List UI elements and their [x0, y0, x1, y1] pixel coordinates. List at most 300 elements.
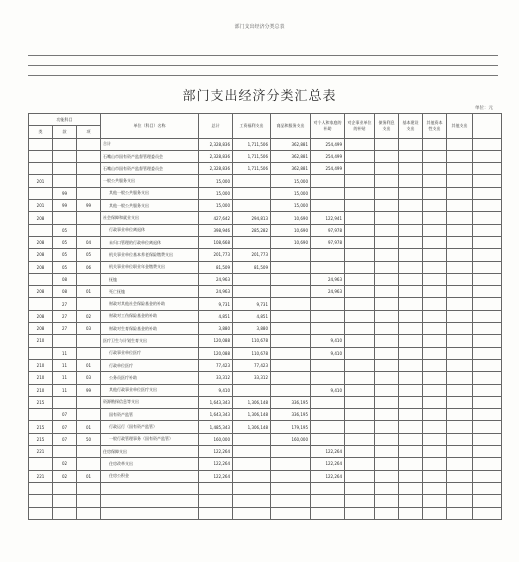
cell-individual: 24,963: [311, 273, 345, 285]
cell-lei: 210: [29, 335, 53, 347]
table-row: [29, 273, 502, 285]
cell-empty: [447, 323, 473, 335]
cell-empty: [375, 384, 399, 396]
cell-empty: [399, 298, 423, 310]
cell-individual: [311, 310, 345, 322]
cell-lei: [29, 150, 53, 162]
cell-empty: [447, 446, 473, 458]
cell-empty: [101, 495, 199, 507]
cell-individual: [311, 298, 345, 310]
cell-individual: [311, 323, 345, 335]
cell-empty: [423, 458, 447, 470]
cell-name: 资源勘探信息等支出: [101, 396, 199, 408]
cell-wages: 77,423: [233, 359, 271, 371]
cell-empty: [345, 458, 375, 470]
cell-empty: [345, 236, 375, 248]
table-row: [29, 458, 502, 470]
cell-empty: [375, 273, 399, 285]
cell-lei: 221: [29, 470, 53, 482]
cell-empty: [473, 372, 502, 384]
cell-empty: [345, 273, 375, 285]
cell-empty: [375, 298, 399, 310]
cell-empty: [53, 495, 77, 507]
cell-empty: [473, 470, 502, 482]
cell-empty: [375, 212, 399, 224]
cell-name: 其他一般公共服务支出: [101, 187, 199, 199]
cell-kuan: 11: [53, 359, 77, 371]
cell-individual: [311, 359, 345, 371]
cell-xiang: [77, 163, 101, 175]
cell-name: 一般公共服务支出: [101, 175, 199, 187]
expenditure-table: [28, 113, 502, 520]
cell-empty: [473, 163, 502, 175]
empty-row: [29, 482, 502, 494]
wages-column-header: 工资福利支出: [233, 114, 271, 139]
table-row: [29, 249, 502, 261]
cell-name: 医疗卫生与计划生育支出: [101, 335, 199, 347]
document-header: 部门支出经济分类总表: [234, 24, 285, 30]
cell-empty: [375, 175, 399, 187]
cell-empty: [345, 150, 375, 162]
cell-xiang: 99: [77, 200, 101, 212]
cell-kuan: 11: [53, 384, 77, 396]
cell-kuan: [53, 335, 77, 347]
empty-row: [29, 495, 502, 507]
cell-empty: [375, 286, 399, 298]
cell-name: 住房改革支出: [101, 458, 199, 470]
cell-goods: [271, 298, 311, 310]
cell-kuan: [53, 212, 77, 224]
cell-wages: 9,731: [233, 298, 271, 310]
cell-empty: [77, 495, 101, 507]
cell-empty: [375, 200, 399, 212]
cell-goods: 179,195: [271, 421, 311, 433]
cell-empty: [473, 421, 502, 433]
cell-name: 行政事业单位离退休: [101, 224, 199, 236]
cell-empty: [375, 224, 399, 236]
cell-empty: [345, 359, 375, 371]
cell-empty: [345, 163, 375, 175]
cell-goods: 160,000: [271, 433, 311, 445]
table-row: [29, 470, 502, 482]
cell-individual: [311, 372, 345, 384]
cell-goods: [271, 310, 311, 322]
cell-empty: [423, 187, 447, 199]
name-column-header: 单位（科目）名称: [101, 114, 199, 139]
cell-empty: [473, 175, 502, 187]
cell-xiang: [77, 212, 101, 224]
table-row: [29, 212, 502, 224]
cell-lei: [29, 409, 53, 421]
cell-empty: [101, 482, 199, 494]
cell-goods: [271, 335, 311, 347]
cell-xiang: [77, 298, 101, 310]
cell-empty: [423, 298, 447, 310]
cell-xiang: [77, 175, 101, 187]
cell-total: 2,328,836: [199, 150, 233, 162]
cell-empty: [473, 298, 502, 310]
cell-empty: [423, 470, 447, 482]
cell-individual: 97,978: [311, 224, 345, 236]
cell-empty: [345, 138, 375, 150]
cell-empty: [311, 482, 345, 494]
cell-empty: [423, 163, 447, 175]
cell-name: 未归口管理的行政单位离退休: [101, 236, 199, 248]
cell-total: 15,000: [199, 187, 233, 199]
cell-xiang: [77, 396, 101, 408]
cell-empty: [101, 507, 199, 519]
cell-empty: [447, 249, 473, 261]
cell-total: 1,643,343: [199, 396, 233, 408]
cell-empty: [345, 261, 375, 273]
cell-empty: [473, 507, 502, 519]
cell-wages: [233, 286, 271, 298]
cell-empty: [473, 224, 502, 236]
cell-empty: [345, 421, 375, 433]
cell-xiang: [77, 224, 101, 236]
cell-individual: 122,264: [311, 446, 345, 458]
cell-empty: [473, 359, 502, 371]
enterprise-column-header: 对企事业单位的补贴: [345, 114, 375, 139]
cell-individual: 24,963: [311, 286, 345, 298]
cell-empty: [399, 249, 423, 261]
cell-empty: [375, 187, 399, 199]
cell-total: 120,088: [199, 335, 233, 347]
cell-goods: 362,881: [271, 163, 311, 175]
cell-individual: [311, 187, 345, 199]
cell-empty: [447, 273, 473, 285]
cell-empty: [53, 507, 77, 519]
cell-name: 国有资产监管: [101, 409, 199, 421]
cell-lei: 208: [29, 286, 53, 298]
cell-empty: [399, 335, 423, 347]
cell-individual: 254,499: [311, 163, 345, 175]
cell-wages: [233, 433, 271, 445]
cell-empty: [447, 163, 473, 175]
cell-individual: 97,978: [311, 236, 345, 248]
cell-kuan: 07: [53, 409, 77, 421]
cell-empty: [375, 236, 399, 248]
goods-column-header: 商品和服务支出: [271, 114, 311, 139]
cell-empty: [399, 286, 423, 298]
cell-empty: [199, 507, 233, 519]
cell-empty: [423, 273, 447, 285]
cell-empty: [447, 236, 473, 248]
cell-name: 财政对生育保险基金的补助: [101, 323, 199, 335]
cell-xiang: 05: [77, 249, 101, 261]
cell-individual: 122,264: [311, 458, 345, 470]
cell-empty: [473, 187, 502, 199]
cell-name: 公务员医疗补助: [101, 372, 199, 384]
cell-empty: [29, 482, 53, 494]
cell-empty: [399, 212, 423, 224]
cell-empty: [399, 175, 423, 187]
cell-name: 社会保障和就业支出: [101, 212, 199, 224]
cell-xiang: [77, 458, 101, 470]
cell-wages: 294,813: [233, 212, 271, 224]
cell-empty: [423, 138, 447, 150]
cell-lei: 201: [29, 175, 53, 187]
cell-empty: [423, 310, 447, 322]
cell-empty: [399, 236, 423, 248]
cell-individual: [311, 409, 345, 421]
cell-empty: [423, 507, 447, 519]
cell-empty: [473, 212, 502, 224]
cell-kuan: 08: [53, 286, 77, 298]
construction-column-header: 基本建设支出: [399, 114, 423, 139]
cell-xiang: 06: [77, 261, 101, 273]
cell-individual: 254,499: [311, 138, 345, 150]
table-row: [29, 347, 502, 359]
cell-empty: [423, 495, 447, 507]
blank-column-header: [473, 114, 502, 139]
cell-lei: 215: [29, 421, 53, 433]
table-row: [29, 335, 502, 347]
cell-name: 行政事业单位医疗: [101, 347, 199, 359]
cell-empty: [399, 163, 423, 175]
cell-empty: [423, 347, 447, 359]
cell-name: 其他行政事业单位医疗支出: [101, 384, 199, 396]
cell-total: 201,773: [199, 249, 233, 261]
cell-lei: 201: [29, 200, 53, 212]
cell-empty: [447, 458, 473, 470]
cell-wages: 110,678: [233, 335, 271, 347]
cell-kuan: [53, 163, 77, 175]
cell-goods: [271, 273, 311, 285]
cell-goods: [271, 323, 311, 335]
cell-empty: [447, 224, 473, 236]
cell-kuan: [53, 138, 77, 150]
cell-empty: [473, 236, 502, 248]
cell-lei: 210: [29, 359, 53, 371]
cell-empty: [345, 335, 375, 347]
cell-empty: [399, 409, 423, 421]
cell-empty: [399, 495, 423, 507]
cell-empty: [473, 273, 502, 285]
cell-empty: [447, 335, 473, 347]
cell-kuan: [53, 396, 77, 408]
cell-individual: [311, 175, 345, 187]
cell-goods: 10,690: [271, 236, 311, 248]
cell-goods: [271, 347, 311, 359]
cell-goods: 10,690: [271, 224, 311, 236]
cell-name: 一般行政管理事务（国有资产监管）: [101, 433, 199, 445]
cell-xiang: 03: [77, 323, 101, 335]
cell-empty: [233, 507, 271, 519]
cell-empty: [447, 372, 473, 384]
cell-empty: [399, 372, 423, 384]
table-row: [29, 286, 502, 298]
cell-total: 1,643,343: [199, 409, 233, 421]
cell-wages: [233, 273, 271, 285]
table-row: [29, 433, 502, 445]
cell-empty: [271, 507, 311, 519]
cell-empty: [399, 138, 423, 150]
cell-empty: [77, 482, 101, 494]
cell-individual: [311, 261, 345, 273]
table-row: [29, 396, 502, 408]
cell-empty: [447, 298, 473, 310]
cell-empty: [423, 323, 447, 335]
table-row: [29, 150, 502, 162]
cell-empty: [375, 409, 399, 421]
cell-wages: 1,306,148: [233, 396, 271, 408]
cell-empty: [399, 421, 423, 433]
cell-wages: 1,711,506: [233, 138, 271, 150]
cell-wages: [233, 384, 271, 396]
xiang-header: 项: [77, 126, 101, 138]
cell-empty: [375, 458, 399, 470]
cell-wages: [233, 236, 271, 248]
cell-empty: [473, 200, 502, 212]
cell-empty: [473, 150, 502, 162]
cell-wages: 110,678: [233, 347, 271, 359]
cell-kuan: 05: [53, 261, 77, 273]
cell-empty: [423, 175, 447, 187]
cell-name: 石嘴山市国有资产监督管理委员会: [101, 163, 199, 175]
table-row: [29, 200, 502, 212]
cell-wages: 4,851: [233, 310, 271, 322]
cell-empty: [423, 200, 447, 212]
table-row: [29, 261, 502, 273]
function-code-header: 功能科目: [29, 114, 101, 126]
cell-name: 死亡抚恤: [101, 286, 199, 298]
cell-empty: [423, 359, 447, 371]
cell-empty: [271, 495, 311, 507]
cell-lei: 210: [29, 372, 53, 384]
table-row: [29, 298, 502, 310]
table-row: [29, 372, 502, 384]
cell-total: 81,509: [199, 261, 233, 273]
unit-label: 单位：元: [475, 106, 493, 111]
cell-empty: [233, 482, 271, 494]
cell-wages: [233, 458, 271, 470]
cell-name: 抚恤: [101, 273, 199, 285]
cell-empty: [311, 495, 345, 507]
cell-total: 108,668: [199, 236, 233, 248]
cell-total: 120,088: [199, 347, 233, 359]
cell-empty: [345, 187, 375, 199]
cell-name: 合计: [101, 138, 199, 150]
cell-empty: [345, 372, 375, 384]
table-row: [29, 310, 502, 322]
cell-xiang: [77, 335, 101, 347]
cell-empty: [345, 224, 375, 236]
cell-empty: [375, 421, 399, 433]
cell-empty: [345, 470, 375, 482]
cell-empty: [345, 249, 375, 261]
cell-name: 其他一般公共服务支出: [101, 200, 199, 212]
table-row: [29, 323, 502, 335]
cell-wages: 1,306,148: [233, 421, 271, 433]
cell-xiang: 01: [77, 470, 101, 482]
cell-kuan: 27: [53, 298, 77, 310]
cell-total: 160,000: [199, 433, 233, 445]
cell-name: 住房公积金: [101, 470, 199, 482]
cell-empty: [399, 507, 423, 519]
table-row: [29, 446, 502, 458]
cell-kuan: 11: [53, 372, 77, 384]
cell-goods: [271, 249, 311, 261]
cell-empty: [375, 150, 399, 162]
cell-empty: [423, 396, 447, 408]
cell-empty: [447, 396, 473, 408]
cell-wages: 3,880: [233, 323, 271, 335]
cell-kuan: [53, 446, 77, 458]
cell-xiang: 99: [77, 384, 101, 396]
cell-empty: [345, 409, 375, 421]
cell-empty: [423, 286, 447, 298]
cell-empty: [375, 163, 399, 175]
table-row: [29, 138, 502, 150]
cell-empty: [447, 421, 473, 433]
cell-empty: [447, 482, 473, 494]
cell-empty: [447, 384, 473, 396]
cell-kuan: 07: [53, 433, 77, 445]
cell-xiang: 03: [77, 372, 101, 384]
cell-xiang: [77, 150, 101, 162]
cell-xiang: 01: [77, 286, 101, 298]
cell-goods: [271, 384, 311, 396]
cell-empty: [423, 335, 447, 347]
cell-empty: [473, 261, 502, 273]
cell-goods: 362,881: [271, 150, 311, 162]
cell-goods: [271, 286, 311, 298]
cell-total: 33,312: [199, 372, 233, 384]
cell-empty: [447, 286, 473, 298]
cell-empty: [345, 507, 375, 519]
cell-empty: [447, 175, 473, 187]
cell-xiang: 04: [77, 236, 101, 248]
cell-empty: [53, 482, 77, 494]
cell-empty: [345, 482, 375, 494]
cell-total: 2,328,836: [199, 163, 233, 175]
cell-wages: [233, 200, 271, 212]
cell-kuan: 27: [53, 323, 77, 335]
cell-empty: [345, 446, 375, 458]
cell-total: 24,963: [199, 286, 233, 298]
cell-empty: [447, 409, 473, 421]
cell-xiang: 02: [77, 310, 101, 322]
cell-empty: [399, 347, 423, 359]
cell-goods: [271, 458, 311, 470]
cell-empty: [447, 495, 473, 507]
cell-empty: [399, 458, 423, 470]
cell-empty: [423, 409, 447, 421]
cell-wages: 1,711,506: [233, 150, 271, 162]
cell-empty: [399, 470, 423, 482]
cell-goods: [271, 372, 311, 384]
cell-empty: [423, 224, 447, 236]
cell-empty: [375, 359, 399, 371]
cell-empty: [399, 323, 423, 335]
cell-empty: [345, 286, 375, 298]
cell-kuan: 27: [53, 310, 77, 322]
lei-header: 类: [29, 126, 53, 138]
cell-xiang: [77, 446, 101, 458]
cell-wages: 201,773: [233, 249, 271, 261]
cell-goods: 15,000: [271, 175, 311, 187]
cell-empty: [473, 335, 502, 347]
cell-kuan: [53, 150, 77, 162]
cell-empty: [423, 446, 447, 458]
cell-empty: [375, 335, 399, 347]
cell-lei: 208: [29, 261, 53, 273]
cell-lei: 210: [29, 384, 53, 396]
cell-individual: 9,410: [311, 347, 345, 359]
cell-kuan: 07: [53, 421, 77, 433]
cell-individual: 9,410: [311, 384, 345, 396]
